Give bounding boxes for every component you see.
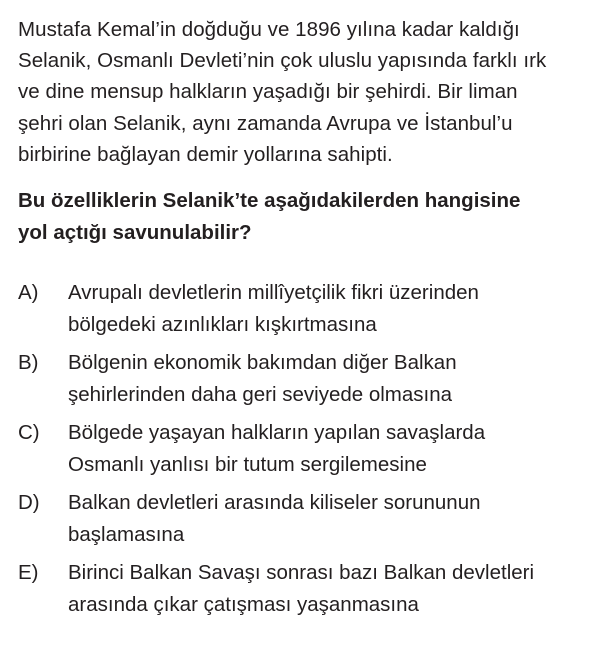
option-letter: C) xyxy=(18,421,40,445)
option-b[interactable] xyxy=(18,347,605,410)
option-letter: D) xyxy=(18,491,40,515)
option-letter: B) xyxy=(18,351,39,375)
option-letter: A) xyxy=(18,281,39,305)
option-letter: E) xyxy=(18,561,39,585)
option-d[interactable] xyxy=(18,487,605,550)
option-text: Avrupalı devletlerin millîyetçilik fikri üzerinden bölgedeki azınlıkları kışkırtmasına xyxy=(68,281,479,336)
option-text: Balkan devletleri arasında kiliseler sorununun başlamasına xyxy=(68,491,481,546)
option-e[interactable] xyxy=(18,557,605,620)
option-text: Birinci Balkan Savaşı sonrası bazı Balkan devletleri arasında çıkar çatışması yaşanmasına xyxy=(68,561,535,616)
answer-options xyxy=(18,277,605,620)
option-c[interactable] xyxy=(18,417,605,480)
option-a[interactable] xyxy=(18,277,605,340)
option-text: Bölgede yaşayan halkların yapılan savaşlarda Osmanlı yanlısı bir tutum sergilemesine xyxy=(68,421,486,476)
option-text: Bölgenin ekonomik bakımdan diğer Balkan şehirlerinden daha geri seviyede olmasına xyxy=(68,351,457,406)
passage-text: Mustafa Kemal’in doğduğu ve 1896 yılına kadar kaldığı Selanik, Osmanlı Devleti’nin çok uluslu yapısında farklı ırk ve dine mensup halkların yaşadığı bir şehirdi. Bir liman şehri olan Selanik, aynı zamanda Avrupa ve İstanbul’u birbirine bağlayan demir yollarına sahipti. xyxy=(18,18,547,166)
question-stem: Bu özelliklerin Selanik’te aşağıdakilerden hangisine yol açtığı savunulabilir? xyxy=(18,189,521,244)
